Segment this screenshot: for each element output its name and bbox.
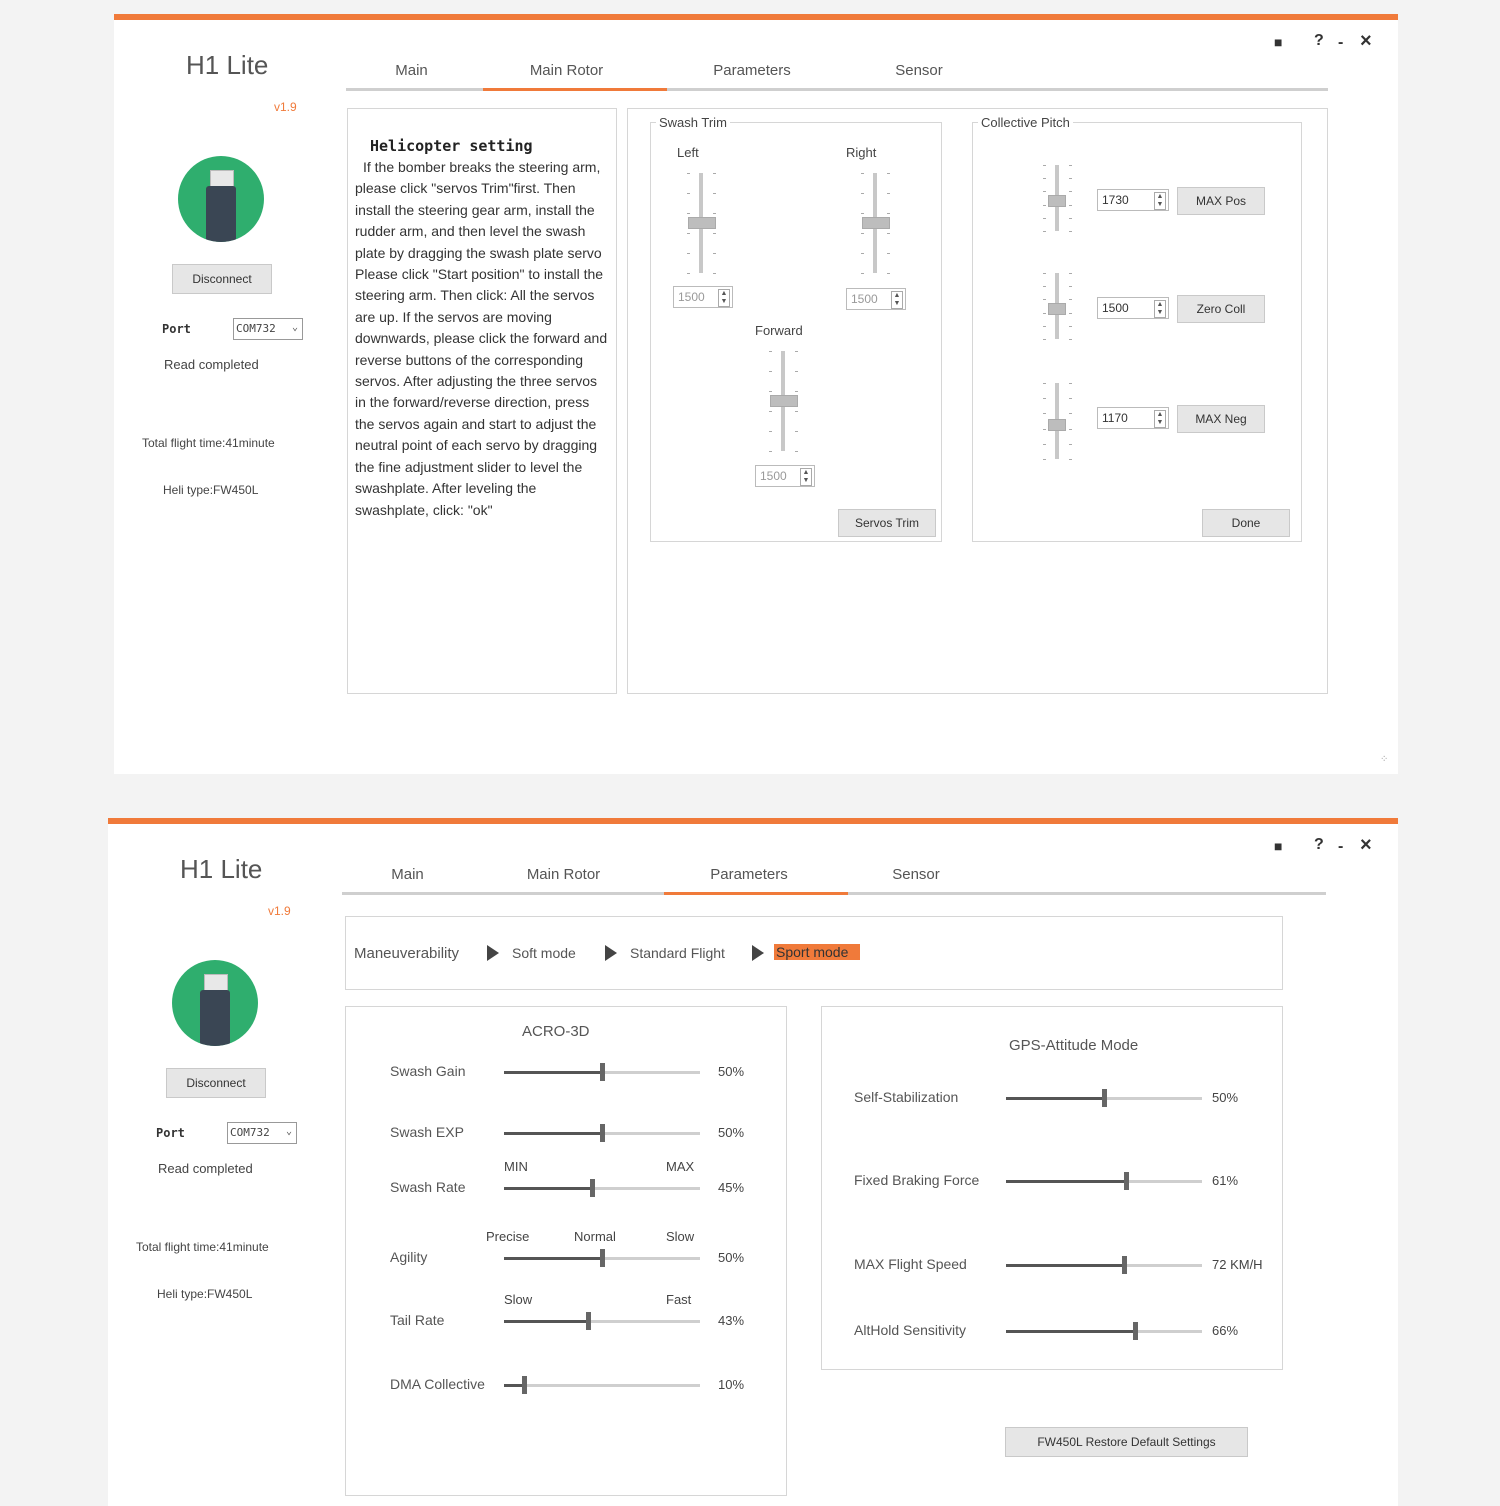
tab-parameters[interactable]: Parameters	[710, 866, 788, 883]
max-neg-button[interactable]: MAX Neg	[1177, 405, 1265, 433]
acro-title: ACRO-3D	[522, 1023, 590, 1040]
acro-label: Swash Gain	[390, 1063, 466, 1079]
window-parameters	[108, 818, 1398, 1506]
gps-slider-thumb[interactable]	[1133, 1322, 1138, 1340]
tab-main-rotor[interactable]: Main Rotor	[529, 62, 604, 79]
done-button[interactable]: Done	[1202, 509, 1290, 537]
acro-slider-thumb[interactable]	[600, 1063, 605, 1081]
help-body: If the bomber breaks the steering arm, please click "servos Trim"first. Then install the steering gear arm, install the rudder arm, and then level the swash plate by dragging the swash plate servo Please click "Start position" to install the steering arm. Then click: All the servos are up. If the servos are moving downwards, please click the forward and reverse buttons of the corresponding servos. After adjusting the three servos in the forward/reverse direction, press the servos again and start to adjust the neutral point of each servo by dragging the fine adjustment slider to level the swashplate. After leveling the swashplate, click: "ok"	[355, 159, 608, 518]
heli-type: Heli type:FW450L	[163, 483, 259, 497]
max-pos-slider[interactable]	[1055, 165, 1059, 231]
acro-slider-thumb[interactable]	[590, 1179, 595, 1197]
acro-value: 10%	[718, 1377, 745, 1392]
acro-value: 50%	[718, 1125, 745, 1140]
tab-main-rotor[interactable]: Main Rotor	[526, 866, 601, 883]
usb-device-avatar	[172, 960, 258, 1046]
app-version: v1.9	[268, 904, 291, 918]
gps-value: 66%	[1212, 1323, 1239, 1338]
right-trim-slider[interactable]	[873, 173, 877, 273]
skin-icon[interactable]: ■	[1274, 838, 1283, 854]
acro-slider[interactable]	[504, 1384, 700, 1387]
max-pos-button[interactable]: MAX Pos	[1177, 187, 1265, 215]
acro-value: 50%	[718, 1064, 745, 1079]
port-select[interactable]	[233, 318, 303, 340]
collective-pitch-group	[972, 115, 1302, 542]
gps-slider-thumb[interactable]	[1102, 1089, 1107, 1107]
help-panel	[347, 108, 617, 694]
collective-pitch-title: Collective Pitch	[978, 115, 1073, 130]
acro-scale-label: Precise	[486, 1229, 530, 1244]
gps-label: MAX Flight Speed	[854, 1256, 967, 1272]
close-icon[interactable]: ×	[1360, 30, 1372, 52]
app-version: v1.9	[274, 100, 297, 114]
gps-value: 72 KM/H	[1212, 1257, 1263, 1272]
tab-parameters[interactable]: Parameters	[713, 62, 791, 79]
gps-slider[interactable]	[1006, 1180, 1202, 1183]
tab-sensor[interactable]: Sensor	[895, 62, 943, 79]
port-select[interactable]	[227, 1122, 297, 1144]
gps-label: Fixed Braking Force	[854, 1172, 980, 1188]
acro-label: Tail Rate	[390, 1312, 445, 1328]
mode-sport-active[interactable]: Sport mode	[774, 944, 860, 960]
acro-scale-label: MIN	[504, 1159, 528, 1174]
arrow-right-icon	[487, 945, 499, 961]
port-label: Port	[156, 1126, 185, 1140]
status-text: Read completed	[164, 357, 259, 372]
gps-value: 61%	[1212, 1173, 1239, 1188]
chevron-down-icon: ⌄	[291, 322, 298, 333]
acro-label: DMA Collective	[390, 1376, 485, 1392]
left-trim-input[interactable]: 1500 ▲ ▼	[673, 286, 733, 308]
help-icon[interactable]: ?	[1314, 836, 1324, 853]
acro-slider[interactable]	[504, 1132, 700, 1135]
gps-panel	[821, 1006, 1283, 1370]
left-label: Left	[677, 145, 699, 160]
forward-trim-input[interactable]: 1500 ▲ ▼	[755, 465, 815, 487]
right-trim-input[interactable]: 1500 ▲ ▼	[846, 288, 906, 310]
restore-defaults-button[interactable]: FW450L Restore Default Settings	[1005, 1427, 1248, 1457]
acro-slider-thumb[interactable]	[600, 1249, 605, 1267]
gps-slider[interactable]	[1006, 1330, 1202, 1333]
chevron-down-icon: ⌄	[285, 1126, 292, 1137]
gps-title: GPS-Attitude Mode	[1009, 1037, 1139, 1054]
rotor-panel	[627, 108, 1328, 694]
tab-main[interactable]: Main	[391, 866, 424, 883]
acro-value: 45%	[718, 1180, 745, 1195]
acro-scale-label: Slow	[504, 1292, 533, 1307]
gps-label: Self-Stabilization	[854, 1089, 959, 1105]
acro-slider-thumb[interactable]	[600, 1124, 605, 1142]
acro-slider-thumb[interactable]	[586, 1312, 591, 1330]
max-neg-input[interactable]: 1170 ▲ ▼	[1097, 407, 1169, 429]
servos-trim-button[interactable]: Servos Trim	[838, 509, 936, 537]
app-title: H1 Lite	[180, 854, 263, 884]
arrow-right-icon	[605, 945, 617, 961]
mode-soft[interactable]: Soft mode	[512, 945, 576, 961]
arrow-right-icon	[752, 945, 764, 961]
acro-slider-thumb[interactable]	[522, 1376, 527, 1394]
help-title: Helicopter setting	[370, 137, 533, 155]
forward-trim-slider[interactable]	[781, 351, 785, 451]
right-label: Right	[846, 145, 877, 160]
acro-slider[interactable]	[504, 1257, 700, 1260]
flight-time: Total flight time:41minute	[142, 436, 275, 450]
gps-label: AltHold Sensitivity	[854, 1322, 967, 1338]
usb-device-avatar	[178, 156, 264, 242]
disconnect-button[interactable]: Disconnect	[166, 1068, 266, 1098]
gps-slider[interactable]	[1006, 1097, 1202, 1100]
maneuverability-label: Maneuverability	[354, 945, 460, 962]
acro-slider[interactable]	[504, 1071, 700, 1074]
gps-slider-thumb[interactable]	[1122, 1256, 1127, 1274]
zero-coll-slider[interactable]	[1055, 273, 1059, 339]
port-label: Port	[162, 322, 191, 336]
acro-scale-label: Slow	[666, 1229, 695, 1244]
acro-slider[interactable]	[504, 1187, 700, 1190]
tab-active-indicator	[483, 88, 667, 91]
mode-standard[interactable]: Standard Flight	[630, 945, 725, 961]
swash-trim-group	[650, 115, 942, 542]
max-pos-input[interactable]: 1730 ▲ ▼	[1097, 189, 1169, 211]
acro-value: 43%	[718, 1313, 745, 1328]
acro-label: Swash EXP	[390, 1124, 464, 1140]
app-title: H1 Lite	[186, 50, 269, 80]
acro-scale-label: Normal	[574, 1229, 616, 1244]
maneuverability-bar	[345, 916, 1283, 990]
gps-slider-thumb[interactable]	[1124, 1172, 1129, 1190]
gps-slider[interactable]	[1006, 1264, 1202, 1267]
zero-coll-button[interactable]: Zero Coll	[1177, 295, 1265, 323]
port-value: COM732	[230, 1126, 270, 1139]
acro-panel	[345, 1006, 787, 1496]
minimize-icon[interactable]: -	[1338, 838, 1344, 855]
status-text: Read completed	[158, 1161, 253, 1176]
close-icon[interactable]: ×	[1360, 834, 1372, 856]
tab-active-indicator	[664, 892, 848, 895]
flight-time: Total flight time:41minute	[136, 1240, 269, 1254]
forward-label: Forward	[755, 323, 803, 338]
window-main-rotor	[114, 14, 1398, 774]
max-neg-slider[interactable]	[1055, 383, 1059, 459]
left-trim-slider[interactable]	[699, 173, 703, 273]
resize-grip-icon[interactable]: ⁘	[1380, 754, 1389, 765]
heli-type: Heli type:FW450L	[157, 1287, 253, 1301]
acro-label: Swash Rate	[390, 1179, 466, 1195]
zero-coll-input[interactable]: 1500 ▲ ▼	[1097, 297, 1169, 319]
port-value: COM732	[236, 322, 276, 335]
skin-icon[interactable]: ■	[1274, 34, 1283, 50]
acro-slider[interactable]	[504, 1320, 700, 1323]
disconnect-button[interactable]: Disconnect	[172, 264, 272, 294]
acro-scale-label: Fast	[666, 1292, 692, 1307]
gps-value: 50%	[1212, 1090, 1239, 1105]
acro-scale-label: MAX	[666, 1159, 695, 1174]
help-icon[interactable]: ?	[1314, 32, 1324, 49]
minimize-icon[interactable]: -	[1338, 34, 1344, 51]
acro-value: 50%	[718, 1250, 745, 1265]
acro-label: Agility	[390, 1249, 428, 1265]
tab-sensor[interactable]: Sensor	[892, 866, 940, 883]
tab-main[interactable]: Main	[395, 62, 428, 79]
swash-trim-title: Swash Trim	[656, 115, 730, 130]
